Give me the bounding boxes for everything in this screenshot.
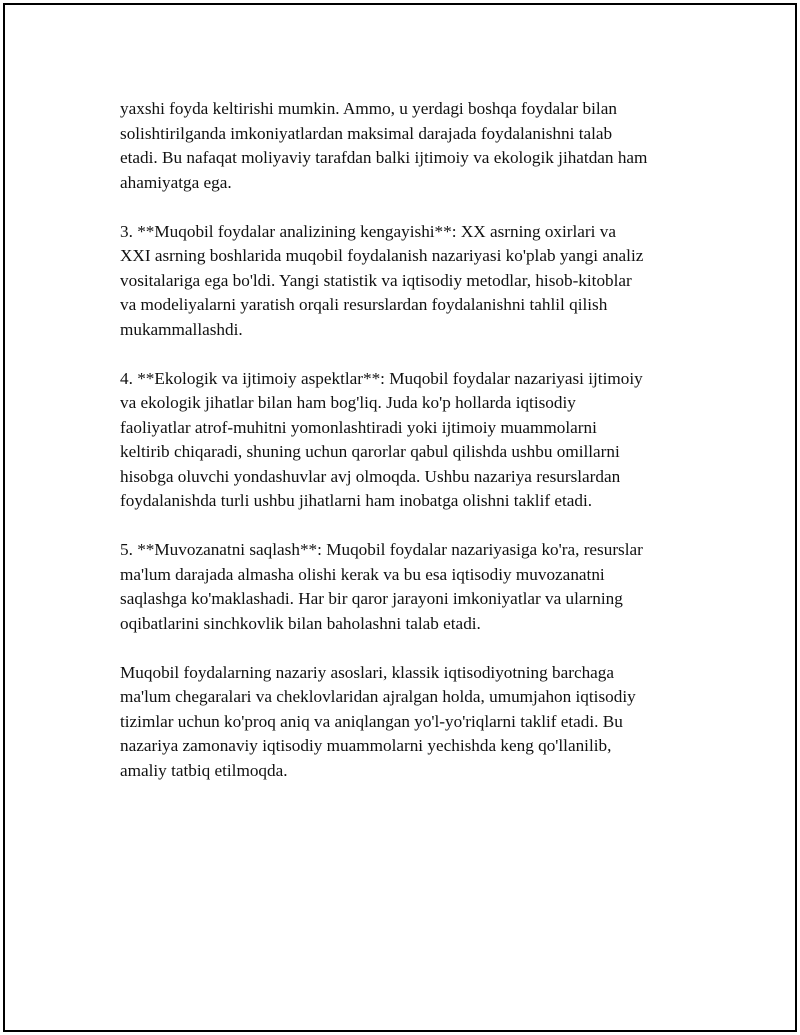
paragraph-intro-continuation: yaxshi foyda keltirishi mumkin. Ammo, u yerdagi boshqa foydalar bilan solishtirilganda imkoniyatlardan maksimal darajada foydalanishni talab etadi. Bu nafaqat moliyaviy tarafdan balki ijtimoiy va ekologik jihatdan ham ahamiyatga ega. xyxy=(120,99,648,192)
paragraph-section-4: 4. **Ekologik va ijtimoiy aspektlar**: Muqobil foydalar nazariyasi ijtimoiy va ekologik jihatlar bilan ham bog'liq. Juda ko'p hollarda iqtisodiy faoliyatlar atrof-muhitni yomonlashtiradi yoki ijtimoiy muammolarni keltirib chiqaradi, shuning uchun qarorlar qabul qilishda ushbu omillarni hisobga oluvchi yondashuvlar avj olmoqda. Ushbu nazariya resurslardan foydalanishda turli ushbu jihatlarni ham inobatga olishni taklif etadi. xyxy=(120,368,643,510)
document-body xyxy=(120,97,690,808)
paragraph-section-5: 5. **Muvozanatni saqlash**: Muqobil foydalar nazariyasiga ko'ra, resurslar ma'lum darajada almasha olishi kerak va bu esa iqtisodiy muvozanatni saqlashga ko'maklashadi. Har bir qaror jarayoni imkoniyatlar va ularning oqibatlarini sinchkovlik bilan baholashni talab etadi. xyxy=(120,540,643,633)
paragraph-conclusion: Muqobil foydalarning nazariy asoslari, klassik iqtisodiyotning barchaga ma'lum chegaralari va cheklovlaridan ajralgan holda, umumjahon iqtisodiy tizimlar uchun ko'proq aniq va aniqlangan yo'l-yo'riqlarni taklif etadi. Bu nazariya zamonaviy iqtisodiy muammolarni yechishda keng qo'llanilib, amaliy tatbiq etilmoqda. xyxy=(120,662,636,780)
paragraph-section-3: 3. **Muqobil foydalar analizining kengayishi**: XX asrning oxirlari va XXI asrning boshlarida muqobil foydalanish nazariyasi ko'plab yangi analiz vositalariga ega bo'ldi. Yangi statistik va iqtisodiy metodlar, hisob-kitoblar va modeliyalarni yaratish orqali resurslardan foydalanishni tahlil qilish mukammallashdi. xyxy=(120,221,644,339)
document-page xyxy=(3,3,797,1032)
